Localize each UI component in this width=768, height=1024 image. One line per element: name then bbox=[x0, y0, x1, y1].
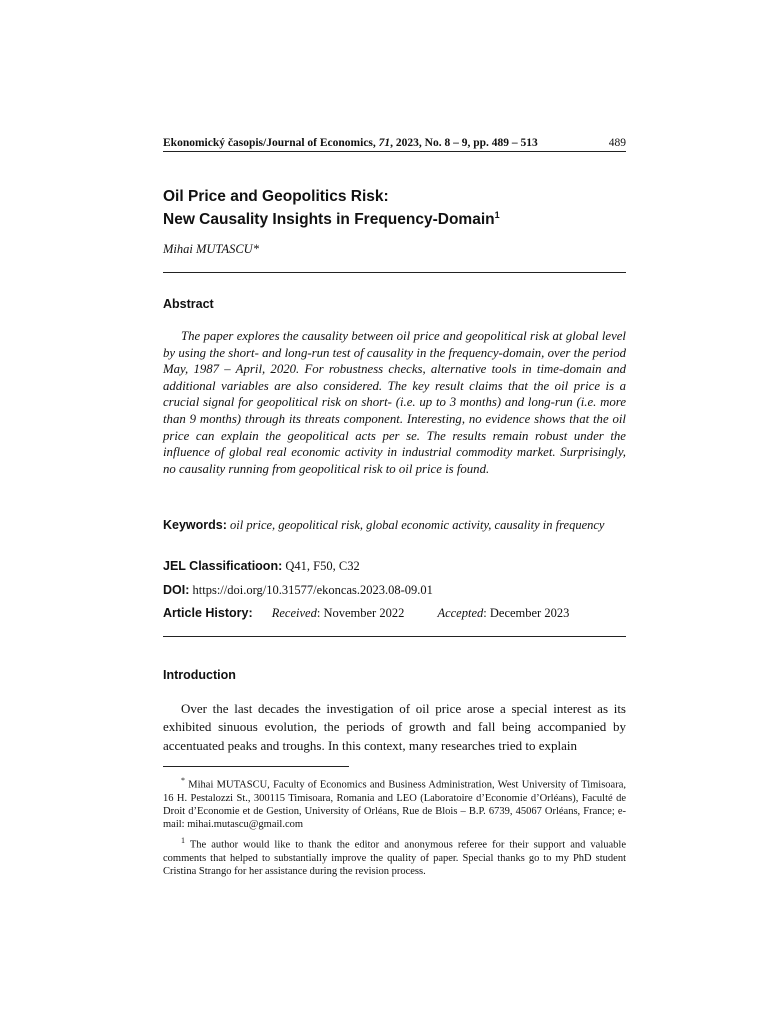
abstract-text: The paper explores the causality between oil price and geopolitical risk at global level by using the short- and long-run test of causality in the frequency-domain, over the period May, 1987 – April, 2020. For robustness checks, alternative tools in time-domain and additional variables are also considered. The key result claims that the oil price is a crucial signal for geopolitical risk on short- (i.e. up to 3 months) and long-run (i.e. more than 9 months) through its threats component. Interesting, no evidence shows that the oil price can explain the geopolitical acts per se. The results remain robust under the influence of global real economic activity in industrial commodity market. Surprisingly, no causality running from geopolitical risk to oil price is found. bbox=[163, 329, 626, 476]
accepted-label: Accepted bbox=[437, 606, 484, 620]
received-label: Received bbox=[271, 606, 317, 620]
divider bbox=[163, 636, 626, 637]
doi-link[interactable]: https://doi.org/10.31577/ekoncas.2023.08-09.01 bbox=[192, 583, 433, 597]
running-header bbox=[163, 137, 626, 152]
footnote-divider bbox=[163, 766, 349, 767]
jel-value: Q41, F50, C32 bbox=[285, 559, 360, 573]
abstract-heading: Abstract bbox=[163, 297, 214, 311]
doi bbox=[163, 582, 626, 598]
received-value: : November 2022 bbox=[316, 606, 405, 620]
keywords-value: oil price, geopolitical risk, global economic activity, causality in frequency bbox=[230, 518, 605, 532]
article-title bbox=[163, 188, 626, 229]
title-line-2: New Causality Insights in Frequency-Domain$^1$ bbox=[163, 210, 500, 229]
introduction-text: Over the last decades the investigation of oil price arose a special interest as its exhibited sinuous evolution, the periods of growth and fall being accompanied by accentuated peaks and troughs. In this context, many researches tried to explain bbox=[163, 701, 626, 753]
journal-volume: 71 bbox=[378, 137, 391, 149]
title-line-1: Oil Price and Geopolitics Risk: bbox=[163, 188, 389, 205]
journal-name: Ekonomický časopis/Journal of Economics, bbox=[163, 137, 379, 149]
history-label: Article History: bbox=[163, 606, 253, 620]
article-history bbox=[163, 605, 626, 621]
footnote-author-mark: * bbox=[181, 776, 185, 785]
author-name: Mihai MUTASCU* bbox=[163, 242, 259, 256]
footnote-thanks-mark: 1 bbox=[181, 836, 185, 846]
jel-label: JEL Classificatioon: bbox=[163, 559, 283, 573]
journal-issue: , 2023, No. 8 – 9, pp. 489 – 513 bbox=[390, 137, 538, 149]
footnotes bbox=[163, 774, 626, 881]
keywords-label: Keywords: bbox=[163, 518, 227, 532]
jel-classification bbox=[163, 558, 626, 574]
introduction-heading: Introduction bbox=[163, 668, 236, 682]
footnote-author: * Mihai MUTASCU, Faculty of Economics and Business Administration, West University of Timisoara, 16 H. Pestalozzi St., 300115 Timisoara, Romania and LEO (Laboratoire d’Economie d’Orléans), Faculté de Droit d’Economie et de Gestion, University of Orléans, Rue de Blois – B.P. 6739, 45067 Orléans, France; e-mail: mihai.mutascu@gmail.com bbox=[163, 776, 626, 831]
doi-label: DOI: bbox=[163, 583, 190, 597]
footnote-thanks: $^1$ The author would like to thank the editor and anonymous referee for their support and valuable comments that helped to substantially improve the quality of paper. Special thanks go to my PhD student Cristina Strango for her assistance during the revision process. bbox=[163, 836, 626, 878]
divider bbox=[163, 272, 626, 273]
title-footnote-mark: 1 bbox=[494, 210, 500, 220]
accepted-value: : December 2023 bbox=[483, 606, 570, 620]
page-number: 489 bbox=[608, 137, 626, 149]
keywords bbox=[163, 517, 626, 533]
